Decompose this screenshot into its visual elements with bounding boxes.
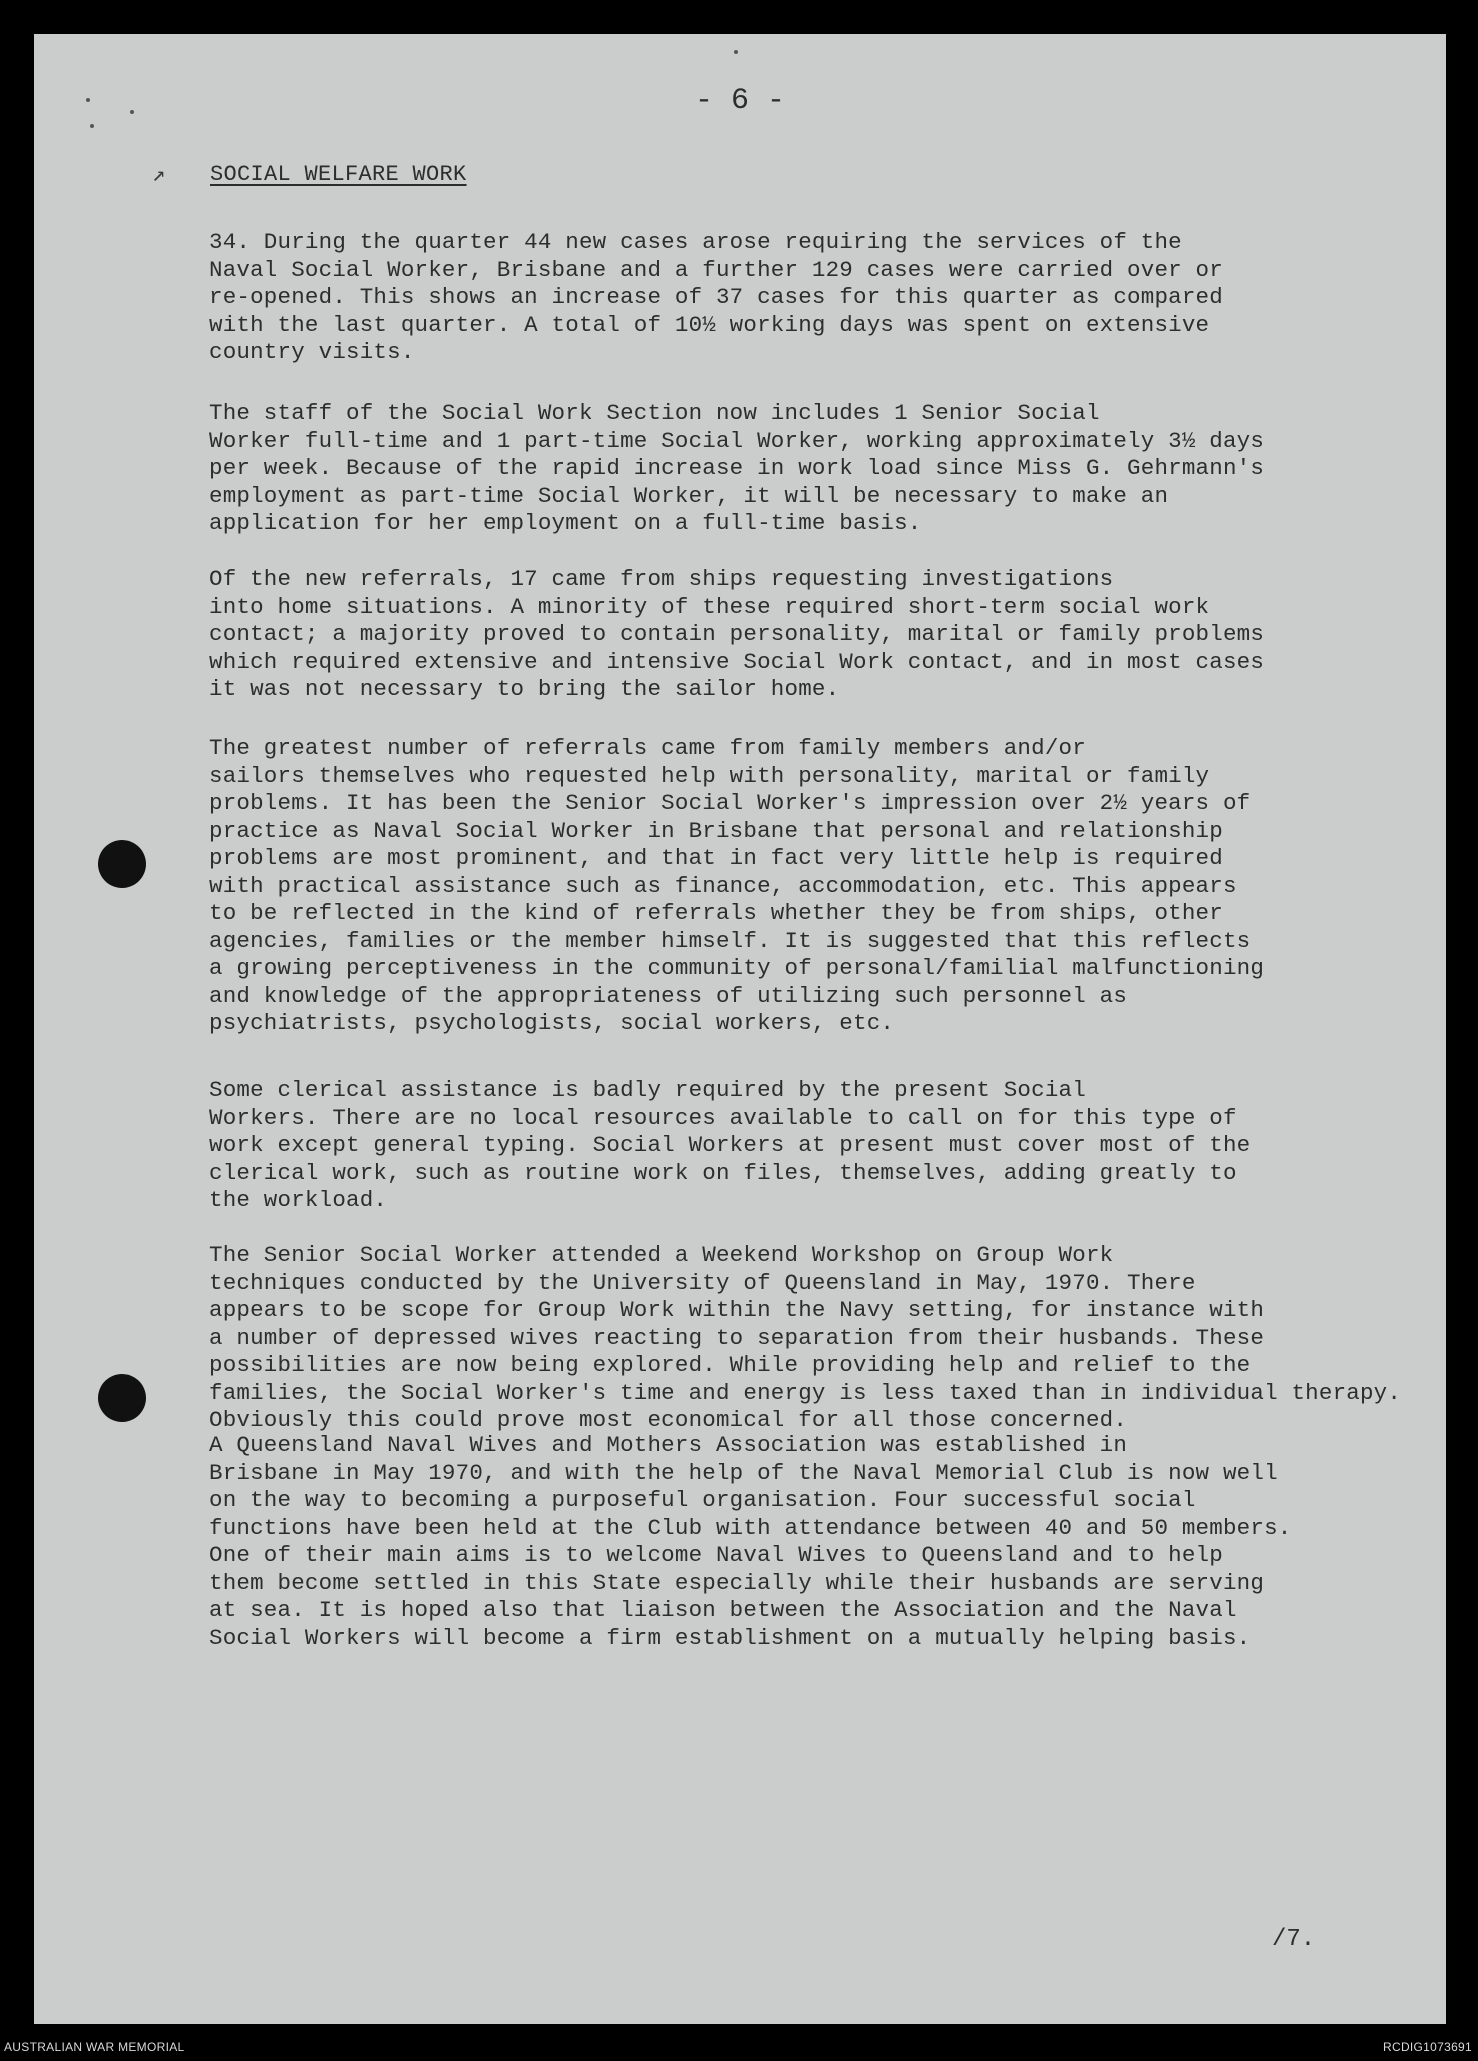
speck (734, 50, 738, 54)
paragraph-34: 34. During the quarter 44 new cases arose requiring the services of the Naval Social Worker, Brisbane and a further 129 cases were carried over or re-opened. This shows an increase of 37 cases for this quarter as compared with the last quarter. A total of 10½ working days was spent on extensive country visits. (209, 229, 1223, 365)
paragraph-group-work: The Senior Social Worker attended a Weekend Workshop on Group Work techniques conducted by the University of Queensland in May, 1970. There appears to be scope for Group Work within the Navy setting, for instance with a number of depressed wives reacting to separation from their husbands. These possibilities are now being explored. While providing help and relief to the families, the Social Worker's time and energy is less taxed than in individual therapy. Obviously this could prove most economical for all those concerned. (209, 1242, 1402, 1433)
paragraph-greatest-referrals: The greatest number of referrals came from family members and/or sailors themselves who requested help with personality, marital or family problems. It has been the Senior Social Worker's impression over 2½ years of practice as Naval Social Worker in Brisbane that personal and relationship problems are most prominent, and that in fact very little help is required with practical assistance such as finance, accommodation, etc. This appears to be reflected in the kind of referrals whether they be from ships, other agencies, families or the member himself. It is suggested that this reflects a growing perceptiveness in the community of personal/familial malfunctioning and knowledge of the appropriateness of utilizing such personnel as psychiatrists, psychologists, social workers, etc. (209, 735, 1265, 1036)
page-number: - 6 - (694, 84, 785, 118)
punch-hole (98, 840, 146, 888)
paragraph-new-referrals: Of the new referrals, 17 came from ships requesting investigations into home situations. A minority of these required short-term social work contact; a majority proved to contain personality, marital or family problems which required extensive and intensive Social Work contact, and in most cases it was not necessary to bring the sailor home. (209, 566, 1265, 702)
continuation-marker: /7. (1272, 1926, 1316, 1953)
pencil-mark: ↗ (152, 163, 166, 188)
paragraph-naval-wives-association: A Queensland Naval Wives and Mothers Association was established in Brisbane in May 1970, and with the help of the Naval Memorial Club is now well on the way to becoming a purposeful organisation. Four successful social functions have been held at the Club with attendance between 40 and 50 members. One of their main aims is to welcome Naval Wives to Queensland and to help them become settled in this State especially while their husbands are serving at sea. It is hoped also that liaison between the Association and the Naval Social Workers will become a firm establishment on a mutually helping basis. (209, 1432, 1292, 1651)
speck (130, 110, 134, 114)
speck (90, 124, 94, 128)
paragraph-staff: The staff of the Social Work Section now includes 1 Senior Social Worker full-time and 1 part-time Social Worker, working approximately 3½ days per week. Because of the rapid increase in work load since Miss G. Gehrmann's employment as part-time Social Worker, it will be necessary to make an application for her employment on a full-time basis. (209, 400, 1265, 536)
speck (86, 98, 90, 102)
punch-hole (98, 1374, 146, 1422)
document-page (34, 34, 1446, 2024)
archive-id: RCDIG1073691 (1383, 2040, 1472, 2054)
paragraph-clerical-assistance: Some clerical assistance is badly required by the present Social Workers. There are no local resources available to call on for this type of work except general typing. Social Workers at present must cover most of the clerical work, such as routine work on files, themselves, adding greatly to the workload. (209, 1077, 1251, 1213)
section-heading: SOCIAL WELFARE WORK (210, 162, 467, 187)
archive-label: AUSTRALIAN WAR MEMORIAL (4, 2040, 185, 2054)
